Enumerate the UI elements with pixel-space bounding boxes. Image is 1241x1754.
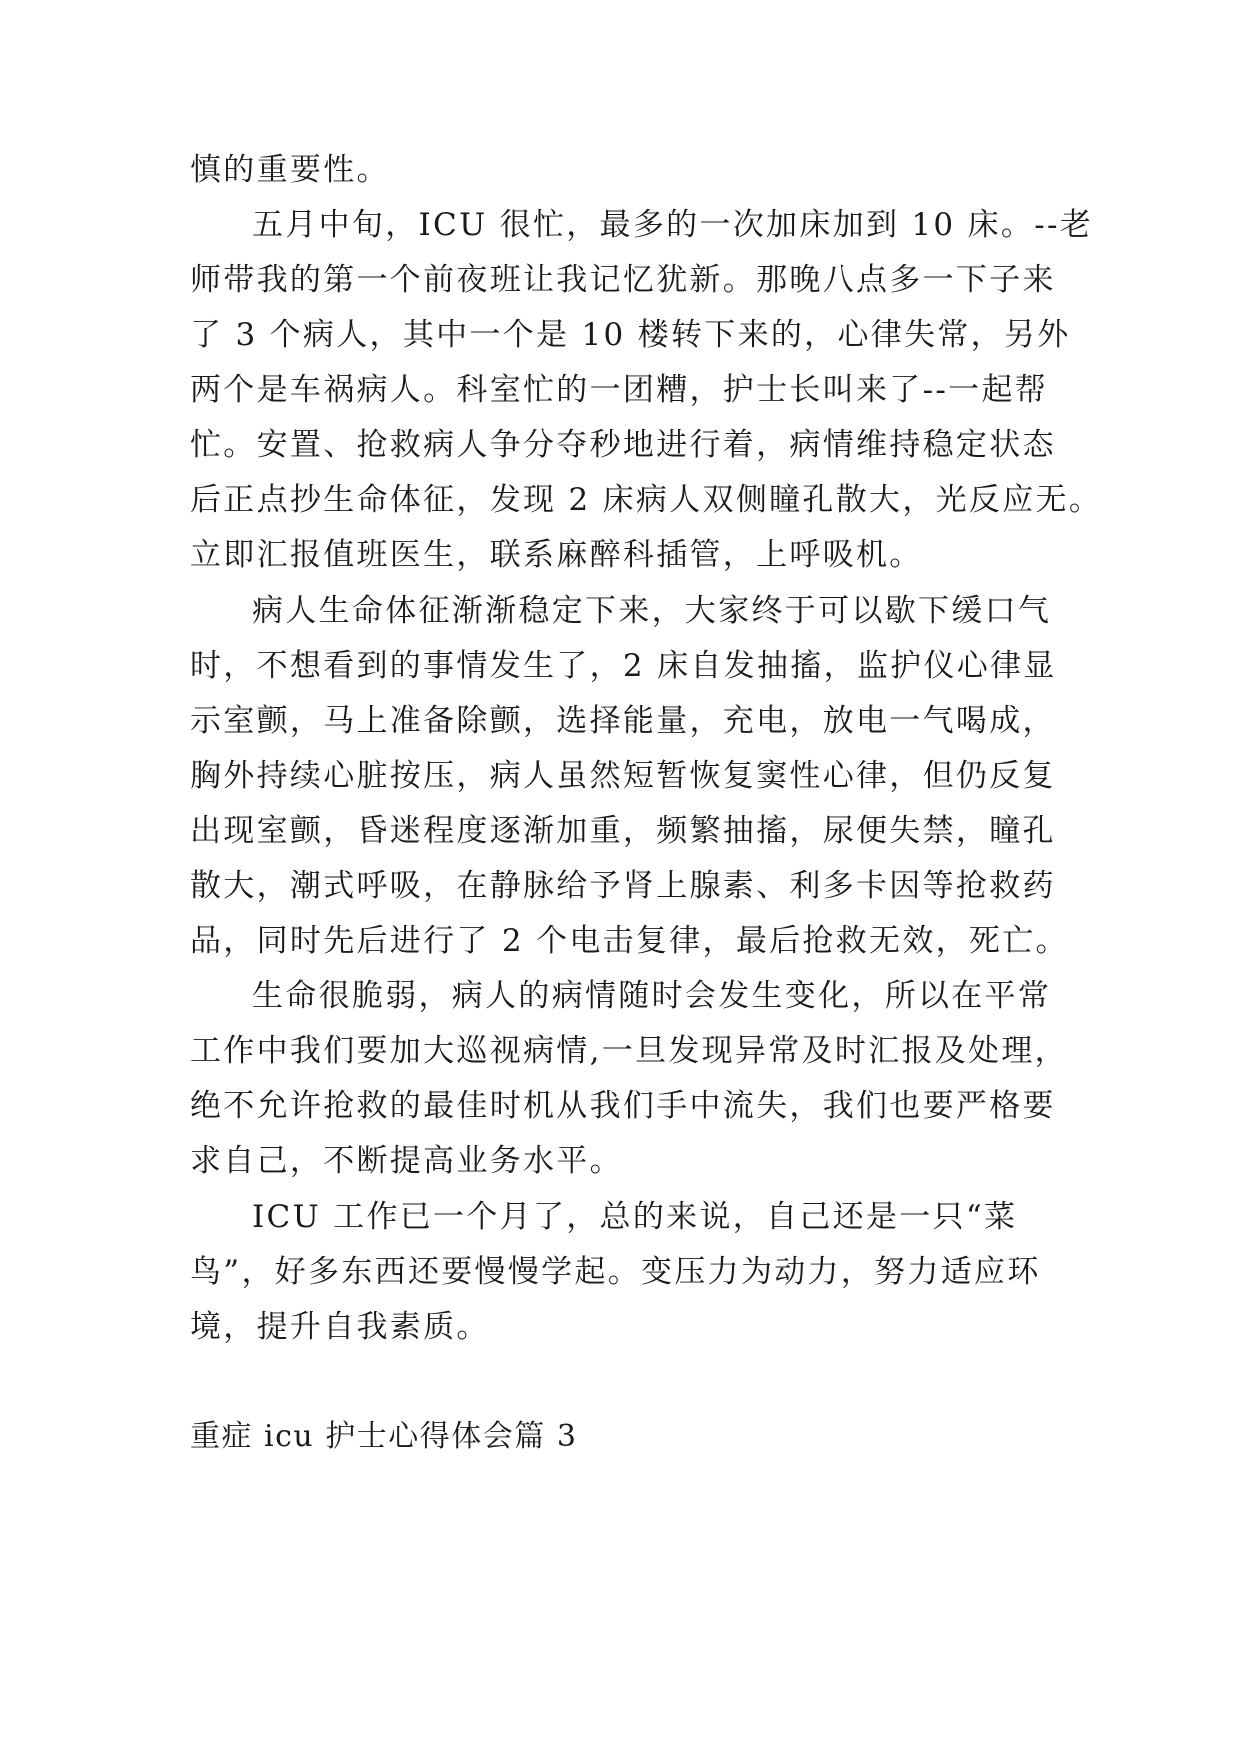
text-line: 忙。安置、抢救病人争分夺秒地进行着，病情维持稳定状态 — [190, 427, 1056, 463]
text-line: 五月中旬，ICU 很忙，最多的一次加床加到 10 床。--老 — [252, 207, 1094, 243]
text-line: 胸外持续心脏按压，病人虽然短暂恢复窦性心律，但仍反复 — [190, 758, 1056, 794]
text-line: 境，提升自我素质。 — [190, 1309, 490, 1345]
text-line: ICU 工作已一个月了，总的来说，自己还是一只“菜 — [252, 1199, 1018, 1235]
text-line: 绝不允许抢救的最佳时机从我们手中流失，我们也要严格要 — [190, 1088, 1056, 1124]
text-line: 时，不想看到的事情发生了，2 床自发抽搐，监护仪心律显 — [190, 648, 1057, 684]
text-line: 了 3 个病人，其中一个是 10 楼转下来的，心律失常，另外 — [190, 317, 1071, 353]
text-line: 慎的重要性。 — [190, 152, 390, 188]
text-line: 后正点抄生命体征，发现 2 床病人双侧瞳孔散大，光反应无。 — [190, 482, 1103, 518]
text-line: 工作中我们要加大巡视病情,一旦发现异常及时汇报及处理， — [190, 1033, 1068, 1069]
text-line: 师带我的第一个前夜班让我记忆犹新。那晚八点多一下子来 — [190, 262, 1056, 298]
section-heading: 重症 icu 护士心得体会篇 3 — [190, 1419, 578, 1454]
text-line: 散大，潮式呼吸，在静脉给予肾上腺素、利多卡因等抢救药 — [190, 868, 1056, 904]
text-line: 病人生命体征渐渐稳定下来，大家终于可以歇下缓口气 — [252, 593, 1052, 629]
text-line: 求自己，不断提高业务水平。 — [190, 1143, 623, 1179]
text-line: 立即汇报值班医生，联系麻醉科插管，上呼吸机。 — [190, 537, 923, 573]
text-line: 生命很脆弱，病人的病情随时会发生变化，所以在平常 — [252, 978, 1052, 1014]
text-line: 两个是车祸病人。科室忙的一团糟，护士长叫来了--一起帮 — [190, 372, 1049, 408]
text-line: 鸟”，好多东西还要慢慢学起。变压力为动力，努力适应环 — [190, 1254, 1041, 1290]
text-line: 品，同时先后进行了 2 个电击复律，最后抢救无效，死亡。 — [190, 923, 1069, 959]
text-line: 示室颤，马上准备除颤，选择能量，充电，放电一气喝成， — [190, 703, 1056, 739]
text-line: 出现室颤，昏迷程度逐渐加重，频繁抽搐，尿便失禁，瞳孔 — [190, 813, 1056, 849]
